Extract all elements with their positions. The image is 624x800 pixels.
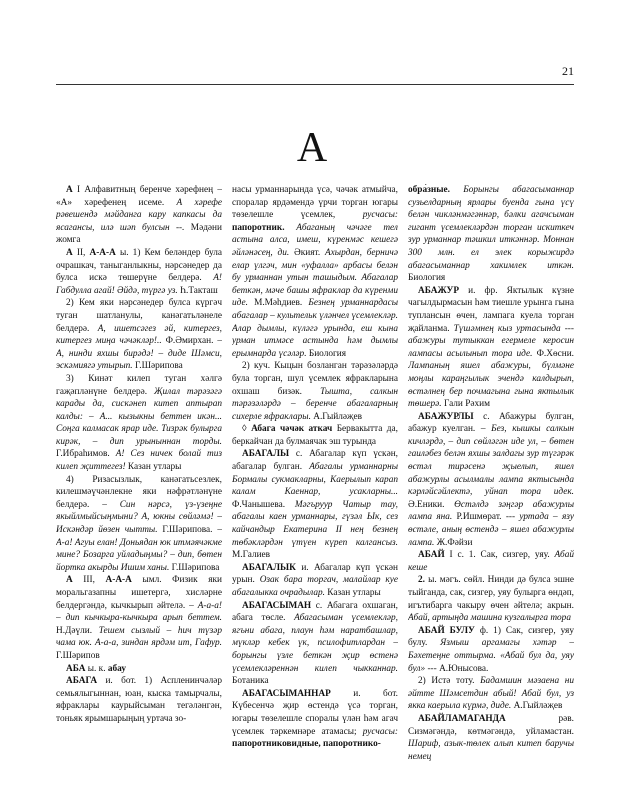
entry-text: Ф.Чанышева.: [232, 499, 295, 510]
entry-example: русчасы:: [362, 726, 398, 737]
entry-text: ымл. Физик яки моральгазапны ишетергә, хисләрне белдергәндә, кычкырып әйтелә.: [56, 575, 222, 611]
entry-text: Гали Рәхим: [443, 399, 491, 410]
entry-example: Лампаның яшел абажуры, бүлмәне моңлы караңгылык эчендә калдырып, өстәлнең бер почмагына гына яктылык төшерә.: [408, 361, 574, 410]
dictionary-entry: [408, 411, 574, 550]
entry-text: ы. мәгъ. сөйл. Нинди дә булса эшне тыйганда, сак, сизгер, уяу булырга өндәп, игътибарга чакыру өчен әйтелә; акрын.: [408, 575, 574, 611]
entry-text: с. Абажуры булган, абажур куелган.: [408, 411, 574, 435]
entry-example: Безнең урманнардасы абагалар – культельк үләнчел үсемлекләр. Алар дымлы, күләгә урында, еш кына урман итмәсе астында һәм дымлы ерымнарда үсәләр.: [232, 298, 398, 359]
entry-text: 2) Кем яки нәрсәнедер булса күргәч туган шатланулы, канәгатьләнеле белдерә.: [56, 298, 222, 334]
entry-text: Ж.Фәйзи: [436, 537, 473, 548]
dictionary-entry: [56, 574, 222, 662]
entry-text: рәв. Сизмәгәндә, көтмәгәндә, уйламастан.: [408, 713, 574, 737]
entry-text: Г.Шәрипова: [171, 562, 220, 573]
column-3: [408, 184, 574, 784]
entry-text: Һ.Такташ: [179, 285, 218, 296]
entry-headword: АБАГАЛЫК: [242, 562, 296, 573]
entry-text: ф. 1) Сак, сизгер, уяу булу.: [408, 625, 574, 649]
entry-text: Ф.Әмирхан.: [165, 336, 218, 347]
entry-headword: папоротник.: [232, 222, 285, 233]
entry-example: Абай кеше: [408, 550, 574, 573]
entry-example: Шариф, азык-төлек алып китеп баручы немец: [408, 739, 574, 762]
entry-text: Мәдәни жомга: [56, 222, 222, 246]
dictionary-entry: [56, 663, 222, 676]
entry-text: ы. к.: [85, 663, 108, 674]
entry-text: Г.Ибраһимов.: [56, 449, 116, 460]
entry-text: ы. 1) Кем беләндер була очрашкач, таныганлыкны, нәрсәнедер да булса искә төшерүне белдерә.: [56, 247, 222, 284]
entry-text: М.Мәһдиев.: [254, 298, 309, 309]
entry-example: Абагасыман үсемлекләр, ягъни абага, плаун һәм наратбашлар, мүкләр кебек үк, псилофитлардан – борынгы үзле беткән җир өстенә үсемлекләреннән килеп чыкканнар.: [232, 613, 398, 674]
entry-example: А! Габдулла агай! Әйдә, түргә уз.: [56, 273, 222, 296]
entry-example: Абагалы урманнарны Бормалы сукмакларны, Каерылып карап калам Каеннар, усакларны...: [232, 462, 398, 498]
entry-example: Бадамшин мәзаена ни әйтте Шәмсетдин абый! Абай бул, уз якка каерыла күрмә, диде.: [408, 676, 574, 712]
entry-example: Абай, артыңда машина кузгалырга тора: [408, 613, 571, 624]
entry-text: I с. 1. Сак, сизгер, уяу.: [444, 550, 555, 561]
entry-example: Өстәлдә зәңгәр абажурлы лампа яна.: [408, 499, 574, 523]
entry-text: II,: [72, 247, 90, 258]
entry-text: Бервакытта да, беркайчан да булмаячак эш турында: [232, 424, 398, 447]
entry-example: – А-а-а! – дип кычкыра-кычкыра арып беттем.: [56, 600, 222, 624]
entry-headword: АБАГА: [66, 676, 98, 687]
entry-headword: АБАЙ БУЛУ: [418, 625, 475, 636]
entry-text: [285, 223, 297, 233]
entry-text: III,: [72, 575, 106, 586]
entry-headword: АБА: [66, 663, 86, 674]
entry-headword: А: [66, 575, 73, 586]
dictionary-entry: [232, 360, 398, 423]
dictionary-entry: [56, 297, 222, 373]
entry-text: Р.Ишмөрат.: [456, 512, 506, 523]
entry-example: русчасы:: [362, 210, 398, 221]
dictionary-columns: [56, 184, 574, 784]
entry-text: с. Абагалар күп үскән, абагалар булган.: [232, 449, 398, 473]
column-1: [56, 184, 222, 784]
entry-example: – А, нинди яхшы бирәдә! – диде Шәмси, эскәмиягә утырып.: [56, 336, 222, 372]
entry-text: и. бот. Күбесенчә җир өстендә үсә торган, югары төзелешле споралы үлән һәм агач үсемлек тәркемнәре атамасы;: [232, 688, 398, 737]
dictionary-entry: [56, 675, 222, 725]
entry-text: 4) Ризасызлык, канәгатьсезлек, килешмәүчәнлекне яки нәфрәтләнүне белдерә.: [56, 474, 222, 510]
dictionary-entry: [56, 474, 222, 575]
entry-text: Ә.Еники.: [408, 499, 455, 510]
entry-text: с. Абагага охшаган, абага төсле.: [232, 600, 398, 624]
entry-headword: АБАЙЛАМАГАНДА: [418, 713, 506, 724]
entry-headword: А-А-А: [105, 575, 132, 586]
entry-example: А! Сез ничек болай тиз килеп җиттегез!: [56, 449, 222, 473]
entry-example: – Без, кышкы салкын кичләрдә, – дип сөйләгән иде ул, – бөтен гаиләбез белән яхшы залдагы зур түгәрәк өстәл тирәсенә җыелып, яшел абажурлы асылмалы лампа яктысында кәрләйсәйлектә, уйнап тора идек.: [408, 424, 574, 498]
entry-headword: 2.: [418, 575, 425, 586]
entry-headword: АБАГАСЫМАННАР: [242, 688, 331, 699]
entry-text: Биология: [308, 348, 347, 359]
entry-text: Г.Шәрипов: [56, 650, 100, 661]
entry-text: Ботаника: [232, 676, 269, 687]
dictionary-entry: [232, 600, 398, 688]
entry-text: и. фр. Яктылык күзне чагылдырмасын һәм тиешле урынга гына туплансын өчен, лампага куела торган җайланма.: [408, 285, 574, 334]
entry-text: Әкият.: [294, 247, 325, 258]
entry-headword: абау: [107, 663, 126, 674]
entry-text: [450, 185, 463, 195]
entry-headword: А: [66, 185, 73, 195]
entry-example: Язмыш аргамагы хәтәр – Бәхетеңне оттырма. «Абай бул да, уяу бул» ---: [408, 638, 574, 674]
dictionary-entry: [232, 184, 398, 360]
entry-headword: АБАГАСЫМАН: [242, 600, 312, 611]
entry-text: Казан утлары: [327, 588, 381, 598]
entry-text: Ф.Хөсни.: [536, 348, 574, 359]
dictionary-entry: [408, 549, 574, 574]
entry-text: Биология: [408, 273, 446, 284]
entry-headword: папоротниковидные, папоротнико-: [232, 739, 381, 750]
entry-example: Ахырдан, берничә елар үлгәч, мин «уфалла» арбасы белән бу урманнан утын ташыдым. Абагалар беткән, мәче башы яфраклар да күренми иде.: [232, 247, 398, 309]
entry-headword: АБАЙ: [418, 550, 445, 561]
dictionary-entry: [232, 688, 398, 751]
entry-text: М.Галиев: [232, 550, 271, 561]
entry-example: А, ишетсәгез әй, китергез, китергез миңа чәчәкләр!..: [56, 323, 222, 347]
entry-text: А.Гыйләҗев: [513, 701, 563, 712]
entry-example: Борынгы абагасыманнар сузьелдарның ярлары буенда гына үсү белән чикләнмәгәннәр, бәлки агачсыман гигант үсемлекләрдән торган искиткеч зур урманнар тәшкил иткәннәр. Моннан 300 млн. ел элек корыжирдә абагасыманнар хакимлек иткән.: [408, 185, 574, 271]
entry-text: А.Гыйләҗев: [313, 411, 362, 422]
dictionary-entry: [232, 423, 398, 448]
page-number: 21: [562, 64, 574, 78]
entry-example: А хәрефе рәвешендә мәйданга кару капкасы да ясагансы, илә шәп булсын --.: [56, 197, 222, 233]
dictionary-entry: [232, 562, 398, 600]
dictionary-entry: [56, 247, 222, 297]
entry-headword: АБАЖУР: [418, 285, 460, 296]
entry-text: насы урманнарында үсә, чәчәк атмыйча, споралар ярдәмендә үрчи торган югары төзелешле үсемлек,: [232, 185, 398, 221]
entry-example: – Син нәрсә, үз-үзеңне якыйлмыйсыңмыни? А, юкны сөйләмә! – Искәндәр йөзен чытты.: [56, 499, 222, 536]
dictionary-entry: [408, 184, 574, 285]
entry-text: ◊: [242, 424, 252, 435]
entry-text: и. Абагалар күп үскән урын.: [232, 562, 398, 586]
entry-example: Озак бара торгач, малайлар куе абагалыкка очрадылар.: [232, 575, 398, 598]
entry-text: Г.Шәрипова.: [162, 525, 218, 536]
dictionary-entry: [408, 675, 574, 713]
entry-text: I Алфавитның беренче хәрефнең – «А» хәрефенең исеме.: [56, 185, 222, 208]
entry-headword: А-А-А: [89, 247, 116, 258]
entry-text: Н.Дәүли.: [56, 625, 99, 636]
entry-text: 2) Истә тоту.: [418, 676, 481, 687]
entry-headword: обра́зные.: [408, 185, 450, 195]
entry-example: Җилал тәрәзәгә карады да, сискәнеп китеп аптырап калды: – А... кызыкны беттен икән... Соңга калмасак ярар иде. Тизрәк булырга кирәк, – дип урыныннан торды.: [56, 386, 222, 447]
entry-example: Мәгъруур Чатыр тау, абагалы каен урманнары, гүзәл Ык, сез кайчандыр Екатерина II нең безнең төбәкләрдән үтүен күреп калгансыз.: [232, 499, 398, 548]
dictionary-entry: [56, 373, 222, 474]
entry-example: Түшәмнең кыз уртасында --- абажуры тутыккан егермеле керосин лампасы асылынып тора иде.: [408, 323, 574, 359]
entry-text: Г.Шәрипова: [134, 361, 183, 372]
entry-text: 3) Кинәт килеп туган хәлгә гаҗәпләнүне белдерә.: [56, 373, 222, 397]
entry-text: Казан утлары: [127, 462, 182, 473]
entry-headword: А: [66, 247, 73, 258]
entry-headword: Абага чәчәк аткач: [251, 424, 333, 435]
entry-example: – А-а! Агуы елан! Доньядан юк итмәячәкме мине? Бозарга уйладыңмы? – дип, бөтен йортка акырды Ишим ханы.: [56, 525, 222, 573]
entry-text: и. бот. 1) Аспленинчәләр семьялыгыннан, юан, кыска тамырчалы, яфраклары каурыйсыман тегәләнгән, тоньяк ярымшарыңың уртача зо-: [56, 676, 222, 724]
entry-example: Абаганың чәчәге тел астына алса, имеш, күренмәс кешегә әйләнәсең, ди.: [232, 222, 398, 258]
entry-headword: АБАЖУРЛЫ: [418, 411, 474, 422]
entry-example: --- уртада – язу өстәле, аның өстендә – яшел абажурлы лампа.: [408, 512, 574, 548]
dictionary-entry: [408, 285, 574, 411]
dictionary-entry: [56, 184, 222, 247]
entry-text: 2) куч. Кыцын бозланган тәрәзәләрдә була торган, шул үсемлек яфракларына охшаш бизәк.: [232, 361, 398, 397]
entry-example: Тешем сызлый – һич түзәр чама юк. А-а-а, зиндан ярдәм ит, Гафур.: [56, 625, 222, 649]
dictionary-entry: [408, 574, 574, 624]
dictionary-entry: [232, 448, 398, 561]
dictionary-entry: [408, 713, 574, 763]
entry-example: Тышта, салкын тәрәзәләрдә – беренче абагаларның сихерле яфраклары.: [232, 386, 398, 422]
header-rule: [56, 84, 574, 85]
dictionary-entry: [408, 625, 574, 675]
column-2: [232, 184, 398, 784]
entry-text: А.Юнысова.: [439, 663, 489, 674]
section-letter: А: [296, 125, 328, 171]
entry-headword: АБАГАЛЫ: [242, 449, 290, 460]
